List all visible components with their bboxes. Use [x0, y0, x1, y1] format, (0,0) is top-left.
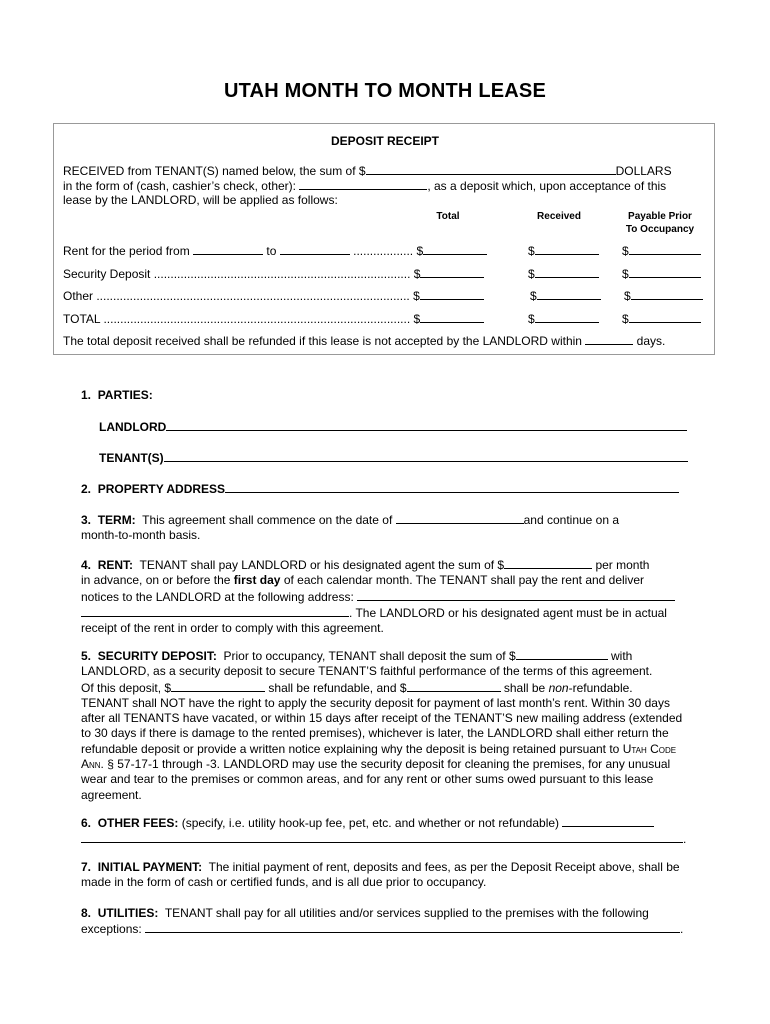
dollars-label: DOLLARS [615, 164, 672, 178]
rent-text: per month [595, 558, 650, 572]
section-initial-payment [81, 860, 691, 891]
rent-period-to-label: to [266, 244, 277, 258]
total-label: TOTAL ............................................................................................ $ [63, 312, 421, 326]
initial-payment-text: The initial payment of rent, deposits and fees, as per the Deposit Receipt above, shall be made in the form of cash or certified funds, and is all due prior to occupancy. [81, 860, 680, 890]
other-total-field[interactable] [420, 288, 484, 300]
payment-form-label: in the form of (cash, cashier’s check, other): [63, 179, 296, 193]
other-received-field[interactable] [537, 288, 601, 300]
received-sum-field[interactable] [366, 163, 616, 175]
tenants-label: TENANT(S) [99, 451, 164, 465]
section-title: PARTIES: [97, 388, 153, 402]
total-payable-field[interactable] [629, 311, 701, 323]
other-row-label [63, 288, 484, 304]
property-address-label: PROPERTY ADDRESS [97, 482, 226, 496]
security-text: -refundable. [568, 680, 633, 695]
rent-dots: .................. $ [353, 244, 424, 258]
section-other-fees [81, 815, 691, 848]
refund-days-field[interactable] [585, 333, 633, 345]
payment-form-field[interactable] [299, 178, 427, 190]
receipt-line-2 [63, 178, 666, 194]
total-total-field[interactable] [420, 311, 484, 323]
receipt-heading: DEPOSIT RECEIPT [330, 134, 440, 148]
other-label: Other .............................................................................................. $ [63, 289, 420, 303]
rent-amount-field[interactable] [504, 557, 592, 569]
dollar-sign: $ [528, 312, 535, 326]
security-payable-field[interactable] [629, 266, 701, 278]
tenants-line [99, 450, 688, 466]
section-number: 3. [81, 513, 92, 527]
security-total-field[interactable] [420, 266, 484, 278]
security-text: TENANT shall NOT have the right to apply the security deposit for payment of last month’s rent. Within 30 days after all TENANTS have vacated, or within 15 days after receipt of the TENANT’S new mailing address (extended to 30 days if there is damage to the rented premises), whichever is later, the LANDLORD shall either return the refundable deposit or provide a written notice explaining why the deposit is being retained pursuant to [81, 695, 683, 756]
dollar-sign: $ [624, 289, 631, 303]
section-title: SECURITY DEPOSIT: [97, 649, 217, 663]
security-received-cell [528, 266, 599, 282]
section-security-deposit [81, 648, 691, 803]
dollar-sign: $ [530, 289, 537, 303]
rent-received-field[interactable] [535, 243, 599, 255]
total-received-cell [528, 311, 599, 327]
security-text: Prior to occupancy, TENANT shall deposit the sum of $ [223, 649, 516, 663]
dollar-sign: $ [622, 312, 629, 326]
section-title: INITIAL PAYMENT: [97, 860, 203, 874]
non-refundable-amount-field[interactable] [407, 680, 501, 692]
section-number: 5. [81, 649, 92, 663]
security-text: Of this deposit, $ [81, 680, 172, 695]
security-payable-cell [622, 266, 701, 282]
rent-text: receipt of the rent in order to comply with this agreement. [81, 621, 384, 636]
other-fees-field-1[interactable] [562, 815, 654, 827]
utilities-exceptions-field[interactable] [145, 921, 680, 933]
col-payable-header-2: To Occupancy [625, 224, 695, 235]
rent-address-field-2[interactable] [81, 605, 349, 617]
term-text: month-to-month basis. [81, 528, 201, 543]
section-number: 1. [81, 388, 92, 402]
dollar-sign: $ [528, 244, 535, 258]
section-rent [81, 557, 691, 636]
utilities-text: exceptions: [81, 922, 142, 937]
rent-total-field[interactable] [423, 243, 487, 255]
deposit-acceptance-text: , as a deposit which, upon acceptance of this [427, 179, 667, 193]
security-row-label [63, 266, 484, 282]
other-received-cell [530, 288, 601, 304]
refund-line [63, 333, 665, 349]
section-parties-heading [81, 388, 153, 403]
rent-address-field-1[interactable] [357, 589, 675, 601]
rent-text: in advance, on or before the [81, 573, 231, 588]
total-received-field[interactable] [535, 311, 599, 323]
term-text: This agreement shall commence on the date of [142, 513, 393, 527]
section-number: 7. [81, 860, 92, 874]
total-row-label [63, 311, 484, 327]
security-text: § 57-17-1 through -3. LANDLORD may use the security deposit for cleaning the premises, for any unusual wear and tear to the premises or common areas, and for any rent or other sums owed pursuant to this lease agreement. [81, 757, 671, 802]
other-payable-cell [624, 288, 703, 304]
section-property-heading [81, 481, 679, 497]
section-number: 8. [81, 906, 92, 920]
other-fees-field-2[interactable] [81, 831, 683, 843]
rent-period-label: Rent for the period from [63, 244, 190, 258]
total-payable-cell [622, 311, 701, 327]
other-payable-field[interactable] [631, 288, 703, 300]
security-text: LANDLORD, as a security deposit to secure TENANT’S faithful performance of the terms of this agreement. [81, 664, 653, 679]
period: . [683, 832, 687, 847]
rent-received-cell [528, 243, 599, 259]
col-payable-header-1: Payable Prior [628, 211, 692, 222]
section-title: UTILITIES: [97, 906, 159, 920]
other-fees-text: (specify, i.e. utility hook-up fee, pet, etc. and whether or not refundable) [181, 816, 560, 830]
section-term [81, 512, 691, 544]
statute-reference: Utah Code Ann. [81, 741, 677, 772]
section-title: TERM: [97, 513, 136, 527]
rent-row-label [63, 243, 487, 259]
days-label: days. [636, 334, 666, 348]
landlord-field[interactable] [166, 419, 687, 431]
receipt-line-1 [63, 163, 672, 179]
term-start-date-field[interactable] [396, 512, 524, 524]
receipt-line-3: lease by the LANDLORD, will be applied as follows: [63, 193, 338, 207]
security-text-italic: non [548, 680, 569, 695]
landlord-label: LANDLORD [99, 420, 167, 434]
landlord-line [99, 419, 687, 435]
section-number: 4. [81, 558, 92, 572]
col-total-header: Total [436, 211, 460, 222]
security-text: shall be [503, 680, 546, 695]
dollar-sign: $ [528, 267, 535, 281]
tenants-field[interactable] [164, 450, 688, 462]
security-received-field[interactable] [535, 266, 599, 278]
section-utilities [81, 906, 691, 938]
security-text: shall be refundable, and $ [268, 680, 407, 695]
security-text: with [610, 649, 633, 663]
dollar-sign: $ [622, 267, 629, 281]
document-title: UTAH MONTH TO MONTH LEASE [223, 80, 547, 102]
rent-text: notices to the LANDLORD at the following address: [81, 589, 354, 604]
section-title: RENT: [97, 558, 134, 572]
security-deposit-amount-field[interactable] [516, 648, 608, 660]
property-address-field[interactable] [225, 481, 679, 493]
period: . [680, 922, 684, 937]
rent-period-from-field[interactable] [193, 243, 263, 255]
section-number: 6. [81, 816, 92, 830]
term-text: and continue on a [523, 513, 620, 527]
utilities-text: TENANT shall pay for all utilities and/or services supplied to the premises with the following [164, 906, 649, 920]
rent-text: TENANT shall pay LANDLORD or his designated agent the sum of $ [139, 558, 505, 572]
rent-period-to-field[interactable] [280, 243, 350, 255]
received-from-label: RECEIVED from TENANT(S) named below, the sum of $ [63, 164, 366, 178]
section-title: OTHER FEES: [97, 816, 179, 830]
rent-text: of each calendar month. The TENANT shall pay the rent and deliver [283, 573, 645, 588]
rent-payable-field[interactable] [629, 243, 701, 255]
rent-payable-cell [622, 243, 701, 259]
dollar-sign: $ [622, 244, 629, 258]
security-deposit-label: Security Deposit ............................................................................. $ [63, 267, 421, 281]
rent-text-bold: first day [233, 573, 281, 588]
rent-text: . The LANDLORD or his designated agent must be in actual [349, 605, 667, 620]
section-number: 2. [81, 482, 92, 496]
refundable-amount-field[interactable] [171, 680, 265, 692]
col-received-header: Received [537, 211, 581, 222]
refund-text: The total deposit received shall be refunded if this lease is not accepted by the LANDLORD within [63, 334, 582, 348]
